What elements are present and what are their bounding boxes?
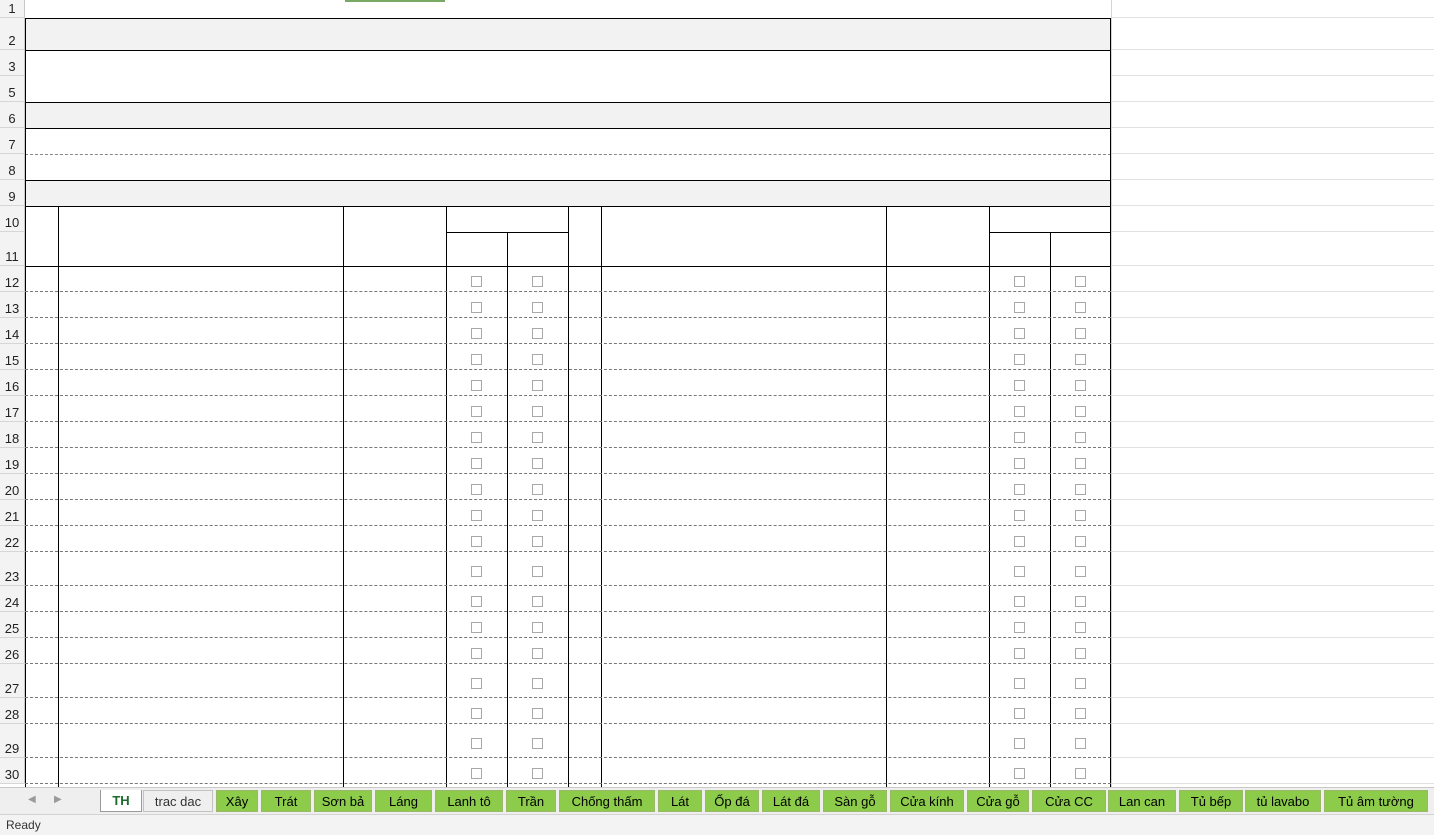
right-dat-checkbox[interactable] bbox=[1014, 302, 1025, 313]
gridline bbox=[1111, 17, 1434, 18]
right-dat-checkbox[interactable] bbox=[1014, 678, 1025, 689]
left-dat-checkbox[interactable] bbox=[471, 458, 482, 469]
sheet-tab[interactable]: Tủ bếp bbox=[1179, 790, 1243, 812]
right-item-text bbox=[602, 526, 885, 552]
right-item-tt bbox=[568, 526, 601, 552]
border bbox=[25, 128, 1111, 129]
border bbox=[446, 206, 447, 787]
left-item-tt bbox=[25, 758, 58, 784]
sheet-tab[interactable]: Chống thấm bbox=[559, 790, 655, 812]
left-item-tt bbox=[25, 664, 58, 698]
left-item-text bbox=[59, 552, 342, 586]
left-item-text bbox=[59, 422, 342, 448]
left-khong-dat-checkbox[interactable] bbox=[532, 708, 543, 719]
right-khong-dat-checkbox[interactable] bbox=[1075, 648, 1086, 659]
sheet-tab[interactable]: trac dac bbox=[143, 790, 213, 812]
left-khong-dat-checkbox[interactable] bbox=[532, 302, 543, 313]
left-khong-dat-checkbox[interactable] bbox=[532, 510, 543, 521]
border bbox=[25, 180, 1111, 181]
left-khong-dat-checkbox[interactable] bbox=[532, 276, 543, 287]
row-header[interactable]: 22 bbox=[0, 526, 25, 552]
left-item-text bbox=[59, 448, 342, 474]
sheet-tab[interactable]: TH bbox=[100, 790, 142, 812]
gridline bbox=[1111, 205, 1434, 206]
left-header-danh-gia bbox=[446, 206, 568, 232]
right-header-danh-gia bbox=[989, 206, 1111, 232]
right-dat-checkbox[interactable] bbox=[1014, 622, 1025, 633]
left-dat-checkbox[interactable] bbox=[471, 380, 482, 391]
sheet-tab[interactable]: Trát bbox=[261, 790, 311, 812]
status-text: Ready bbox=[6, 818, 41, 832]
gridline bbox=[1111, 447, 1434, 448]
gridline bbox=[1111, 783, 1434, 784]
right-khong-dat-checkbox[interactable] bbox=[1075, 768, 1086, 779]
gridline bbox=[1111, 723, 1434, 724]
left-item-text bbox=[59, 500, 342, 526]
right-dat-checkbox[interactable] bbox=[1014, 738, 1025, 749]
dia-diem-label bbox=[25, 76, 425, 102]
right-dat-checkbox[interactable] bbox=[1014, 510, 1025, 521]
sheet-tab[interactable]: tủ lavabo bbox=[1245, 790, 1321, 812]
gridline bbox=[1111, 525, 1434, 526]
left-khong-dat-checkbox[interactable] bbox=[532, 768, 543, 779]
right-khong-dat-checkbox[interactable] bbox=[1075, 738, 1086, 749]
row-header[interactable]: 1 bbox=[0, 0, 25, 18]
left-dat-checkbox[interactable] bbox=[471, 708, 482, 719]
right-item-tt bbox=[568, 586, 601, 612]
gridline bbox=[1111, 291, 1434, 292]
border bbox=[25, 18, 1111, 19]
left-item-tt bbox=[25, 396, 58, 422]
border bbox=[507, 266, 508, 787]
right-item-tt bbox=[568, 698, 601, 724]
gridline bbox=[1111, 101, 1434, 102]
gridline bbox=[1111, 231, 1434, 232]
left-khong-dat-checkbox[interactable] bbox=[532, 328, 543, 339]
left-khong-dat-checkbox[interactable] bbox=[532, 458, 543, 469]
left-item-text bbox=[59, 266, 342, 292]
right-dat-checkbox[interactable] bbox=[1014, 596, 1025, 607]
right-item-text bbox=[602, 586, 885, 612]
right-item-text bbox=[602, 292, 885, 318]
right-khong-dat-checkbox[interactable] bbox=[1075, 536, 1086, 547]
right-dat-checkbox[interactable] bbox=[1014, 380, 1025, 391]
left-khong-dat-checkbox[interactable] bbox=[532, 354, 543, 365]
border bbox=[989, 206, 990, 787]
row-header[interactable]: 6 bbox=[0, 102, 25, 128]
left-item-tt bbox=[25, 448, 58, 474]
left-item-tt bbox=[25, 500, 58, 526]
right-item-text bbox=[602, 318, 885, 344]
sheet-tab[interactable]: Cửa kính bbox=[890, 790, 964, 812]
right-header-dat bbox=[989, 232, 1050, 266]
right-item-tt bbox=[568, 474, 601, 500]
right-item-text bbox=[602, 758, 885, 784]
right-khong-dat-checkbox[interactable] bbox=[1075, 596, 1086, 607]
right-item-text bbox=[602, 724, 885, 758]
left-item-tt bbox=[25, 422, 58, 448]
row-header[interactable]: 25 bbox=[0, 612, 25, 638]
right-item-tt bbox=[568, 724, 601, 758]
row-header[interactable]: 14 bbox=[0, 318, 25, 344]
right-khong-dat-checkbox[interactable] bbox=[1075, 484, 1086, 495]
left-dat-checkbox[interactable] bbox=[471, 302, 482, 313]
gridline bbox=[1111, 49, 1434, 50]
right-header-khong-dat bbox=[1058, 232, 1103, 266]
left-dat-checkbox[interactable] bbox=[471, 276, 482, 287]
row-header[interactable]: 28 bbox=[0, 698, 25, 724]
selection-indicator bbox=[345, 0, 445, 2]
gridline bbox=[1111, 395, 1434, 396]
right-item-tt bbox=[568, 318, 601, 344]
border bbox=[1110, 18, 1111, 787]
left-dat-checkbox[interactable] bbox=[471, 566, 482, 577]
right-item-text bbox=[602, 664, 885, 698]
sheet-tab[interactable]: Ốp đá bbox=[705, 790, 759, 812]
sheet-tab[interactable]: Lát bbox=[658, 790, 702, 812]
left-item-text bbox=[59, 758, 342, 784]
left-item-tt bbox=[25, 318, 58, 344]
scroll-tabs-left-icon[interactable]: ◀ bbox=[28, 794, 36, 805]
row-header[interactable]: 16 bbox=[0, 370, 25, 396]
left-dat-checkbox[interactable] bbox=[471, 328, 482, 339]
left-dat-checkbox[interactable] bbox=[471, 536, 482, 547]
right-item-tt bbox=[568, 292, 601, 318]
left-khong-dat-checkbox[interactable] bbox=[532, 380, 543, 391]
gridline bbox=[1111, 153, 1434, 154]
sheet-tab[interactable]: Xây bbox=[216, 790, 258, 812]
left-item-tt bbox=[25, 266, 58, 292]
left-item-tt bbox=[25, 552, 58, 586]
row-header[interactable]: 12 bbox=[0, 266, 25, 292]
row-header[interactable]: 26 bbox=[0, 638, 25, 664]
left-item-text bbox=[59, 638, 342, 664]
left-header-ngay-thang bbox=[343, 232, 446, 266]
border bbox=[25, 102, 1111, 103]
border bbox=[25, 50, 1111, 51]
left-dat-checkbox[interactable] bbox=[471, 678, 482, 689]
right-item-tt bbox=[568, 422, 601, 448]
border bbox=[886, 206, 887, 787]
right-dat-checkbox[interactable] bbox=[1014, 354, 1025, 365]
gridline bbox=[1111, 343, 1434, 344]
left-dat-checkbox[interactable] bbox=[471, 622, 482, 633]
left-item-text bbox=[59, 586, 342, 612]
can-cu-label bbox=[25, 128, 425, 154]
right-khong-dat-checkbox[interactable] bbox=[1075, 708, 1086, 719]
document-code bbox=[1000, 0, 1110, 18]
row-header[interactable]: 24 bbox=[0, 586, 25, 612]
right-item-tt bbox=[568, 370, 601, 396]
row-header[interactable]: 5 bbox=[0, 76, 25, 102]
left-header-dat bbox=[446, 232, 507, 266]
row-header[interactable]: 23 bbox=[0, 552, 25, 586]
right-dat-checkbox[interactable] bbox=[1014, 708, 1025, 719]
right-dat-checkbox[interactable] bbox=[1014, 432, 1025, 443]
row-header[interactable]: 7 bbox=[0, 128, 25, 154]
left-khong-dat-checkbox[interactable] bbox=[532, 536, 543, 547]
left-khong-dat-checkbox[interactable] bbox=[532, 678, 543, 689]
left-item-text bbox=[59, 698, 342, 724]
right-item-text bbox=[602, 500, 885, 526]
right-item-text bbox=[602, 266, 885, 292]
right-item-tt bbox=[568, 266, 601, 292]
gridline bbox=[1111, 499, 1434, 500]
sheet-tab[interactable]: Sàn gỗ bbox=[823, 790, 887, 812]
left-header-cong-viec bbox=[58, 206, 343, 266]
border-dashed bbox=[25, 154, 1111, 155]
left-dat-checkbox[interactable] bbox=[471, 738, 482, 749]
left-header-khong-dat bbox=[515, 232, 560, 266]
right-header-cong-viec bbox=[601, 206, 886, 266]
right-khong-dat-checkbox[interactable] bbox=[1075, 406, 1086, 417]
row-header[interactable]: 29 bbox=[0, 724, 25, 758]
gridline bbox=[1111, 663, 1434, 664]
right-dat-checkbox[interactable] bbox=[1014, 276, 1025, 287]
left-dat-checkbox[interactable] bbox=[471, 432, 482, 443]
gridline bbox=[1111, 179, 1434, 180]
left-item-text bbox=[59, 474, 342, 500]
right-khong-dat-checkbox[interactable] bbox=[1075, 380, 1086, 391]
right-khong-dat-checkbox[interactable] bbox=[1075, 622, 1086, 633]
right-header-tt bbox=[568, 206, 601, 266]
row-header[interactable]: 30 bbox=[0, 758, 25, 784]
left-khong-dat-checkbox[interactable] bbox=[532, 484, 543, 495]
left-dat-checkbox[interactable] bbox=[471, 510, 482, 521]
sheet-tab[interactable]: Lan can bbox=[1108, 790, 1176, 812]
row-header[interactable]: 11 bbox=[0, 232, 25, 266]
gridline bbox=[1111, 473, 1434, 474]
right-item-tt bbox=[568, 500, 601, 526]
left-khong-dat-checkbox[interactable] bbox=[532, 648, 543, 659]
left-item-text bbox=[59, 396, 342, 422]
left-item-text bbox=[59, 724, 342, 758]
right-khong-dat-checkbox[interactable] bbox=[1075, 458, 1086, 469]
right-item-text bbox=[602, 396, 885, 422]
noi-dung-header bbox=[25, 180, 1111, 206]
left-header-thoi-gian bbox=[343, 206, 446, 232]
row-header[interactable]: 15 bbox=[0, 344, 25, 370]
right-item-text bbox=[602, 474, 885, 500]
row-header[interactable]: 13 bbox=[0, 292, 25, 318]
gridline bbox=[1111, 317, 1434, 318]
right-khong-dat-checkbox[interactable] bbox=[1075, 302, 1086, 313]
row-header[interactable]: 3 bbox=[0, 50, 25, 76]
row-header[interactable]: 10 bbox=[0, 206, 25, 232]
left-item-tt bbox=[25, 474, 58, 500]
left-dat-checkbox[interactable] bbox=[471, 648, 482, 659]
left-khong-dat-checkbox[interactable] bbox=[532, 738, 543, 749]
sheet-tab-bar bbox=[0, 787, 1434, 814]
right-khong-dat-checkbox[interactable] bbox=[1075, 354, 1086, 365]
left-item-text bbox=[59, 318, 342, 344]
right-header-thoi-gian bbox=[886, 206, 989, 232]
right-dat-checkbox[interactable] bbox=[1014, 648, 1025, 659]
left-dat-checkbox[interactable] bbox=[471, 484, 482, 495]
gridline bbox=[1111, 757, 1434, 758]
sheet-tab[interactable]: Sơn bả bbox=[314, 790, 372, 812]
left-dat-checkbox[interactable] bbox=[471, 406, 482, 417]
right-item-tt bbox=[568, 344, 601, 370]
gridline bbox=[1111, 551, 1434, 552]
row-separator bbox=[25, 783, 1111, 784]
sheet-tab[interactable]: Tủ âm tường bbox=[1324, 790, 1428, 812]
right-item-tt bbox=[568, 396, 601, 422]
gridline bbox=[1111, 611, 1434, 612]
right-item-text bbox=[602, 448, 885, 474]
sheet-tab[interactable]: Cửa gỗ bbox=[967, 790, 1029, 812]
right-khong-dat-checkbox[interactable] bbox=[1075, 432, 1086, 443]
left-dat-checkbox[interactable] bbox=[471, 768, 482, 779]
gridline bbox=[1111, 369, 1434, 370]
sheet-tab[interactable]: Trần bbox=[506, 790, 556, 812]
cong-trinh-label bbox=[25, 50, 425, 76]
border bbox=[1050, 266, 1051, 787]
sheet-tab[interactable]: Lanh tô bbox=[435, 790, 503, 812]
right-item-tt bbox=[568, 612, 601, 638]
gridline bbox=[1111, 637, 1434, 638]
left-item-text bbox=[59, 292, 342, 318]
right-item-text bbox=[602, 422, 885, 448]
right-dat-checkbox[interactable] bbox=[1014, 768, 1025, 779]
left-item-text bbox=[59, 612, 342, 638]
sheet-tab[interactable]: Cửa CC bbox=[1032, 790, 1106, 812]
right-khong-dat-checkbox[interactable] bbox=[1075, 328, 1086, 339]
status-bar bbox=[0, 814, 1434, 835]
gridline bbox=[1111, 697, 1434, 698]
left-khong-dat-checkbox[interactable] bbox=[532, 596, 543, 607]
right-item-text bbox=[602, 552, 885, 586]
right-item-text bbox=[602, 612, 885, 638]
left-header-tt bbox=[25, 206, 58, 266]
sheet-tab[interactable]: Lát đá bbox=[762, 790, 820, 812]
right-dat-checkbox[interactable] bbox=[1014, 566, 1025, 577]
scroll-tabs-right-icon[interactable]: ▶ bbox=[54, 794, 62, 805]
gridline bbox=[1111, 265, 1434, 266]
gridline bbox=[1111, 0, 1112, 787]
right-item-tt bbox=[568, 552, 601, 586]
row-header[interactable]: 9 bbox=[0, 180, 25, 206]
right-item-tt bbox=[568, 758, 601, 784]
right-header-ngay-thang bbox=[886, 232, 989, 266]
right-khong-dat-checkbox[interactable] bbox=[1075, 678, 1086, 689]
sheet-tab[interactable]: Láng bbox=[375, 790, 432, 812]
left-khong-dat-checkbox[interactable] bbox=[532, 432, 543, 443]
right-item-text bbox=[602, 344, 885, 370]
right-khong-dat-checkbox[interactable] bbox=[1075, 276, 1086, 287]
right-dat-checkbox[interactable] bbox=[1014, 406, 1025, 417]
right-dat-checkbox[interactable] bbox=[1014, 484, 1025, 495]
left-item-tt bbox=[25, 370, 58, 396]
vi-tri-header bbox=[25, 102, 1111, 128]
row-header[interactable]: 2 bbox=[0, 18, 25, 50]
left-item-tt bbox=[25, 724, 58, 758]
border bbox=[1050, 232, 1051, 266]
border bbox=[507, 232, 508, 266]
gridline bbox=[1111, 421, 1434, 422]
left-item-tt bbox=[25, 292, 58, 318]
left-item-text bbox=[59, 344, 342, 370]
page-title bbox=[25, 18, 1111, 50]
row-header[interactable]: 19 bbox=[0, 448, 25, 474]
right-khong-dat-checkbox[interactable] bbox=[1075, 566, 1086, 577]
gridline bbox=[1111, 75, 1434, 76]
right-dat-checkbox[interactable] bbox=[1014, 328, 1025, 339]
gridline bbox=[1111, 585, 1434, 586]
left-item-tt bbox=[25, 526, 58, 552]
left-item-tt bbox=[25, 612, 58, 638]
left-item-tt bbox=[25, 698, 58, 724]
right-item-text bbox=[602, 370, 885, 396]
right-item-text bbox=[602, 698, 885, 724]
border bbox=[343, 206, 344, 787]
right-dat-checkbox[interactable] bbox=[1014, 536, 1025, 547]
left-item-text bbox=[59, 370, 342, 396]
left-item-text bbox=[59, 526, 342, 552]
right-khong-dat-checkbox[interactable] bbox=[1075, 510, 1086, 521]
row-header[interactable]: 21 bbox=[0, 500, 25, 526]
left-khong-dat-checkbox[interactable] bbox=[532, 566, 543, 577]
row-header[interactable]: 17 bbox=[0, 396, 25, 422]
left-khong-dat-checkbox[interactable] bbox=[532, 622, 543, 633]
right-item-tt bbox=[568, 448, 601, 474]
left-item-text bbox=[59, 664, 342, 698]
left-item-tt bbox=[25, 638, 58, 664]
left-dat-checkbox[interactable] bbox=[471, 596, 482, 607]
right-item-tt bbox=[568, 638, 601, 664]
left-khong-dat-checkbox[interactable] bbox=[532, 406, 543, 417]
right-dat-checkbox[interactable] bbox=[1014, 458, 1025, 469]
right-item-text bbox=[602, 638, 885, 664]
left-item-tt bbox=[25, 344, 58, 370]
gridline bbox=[1111, 127, 1434, 128]
left-item-tt bbox=[25, 586, 58, 612]
row-header[interactable]: 20 bbox=[0, 474, 25, 500]
row-header[interactable]: 27 bbox=[0, 664, 25, 698]
row-header[interactable]: 8 bbox=[0, 154, 25, 180]
row-header[interactable]: 18 bbox=[0, 422, 25, 448]
left-dat-checkbox[interactable] bbox=[471, 354, 482, 365]
right-item-tt bbox=[568, 664, 601, 698]
